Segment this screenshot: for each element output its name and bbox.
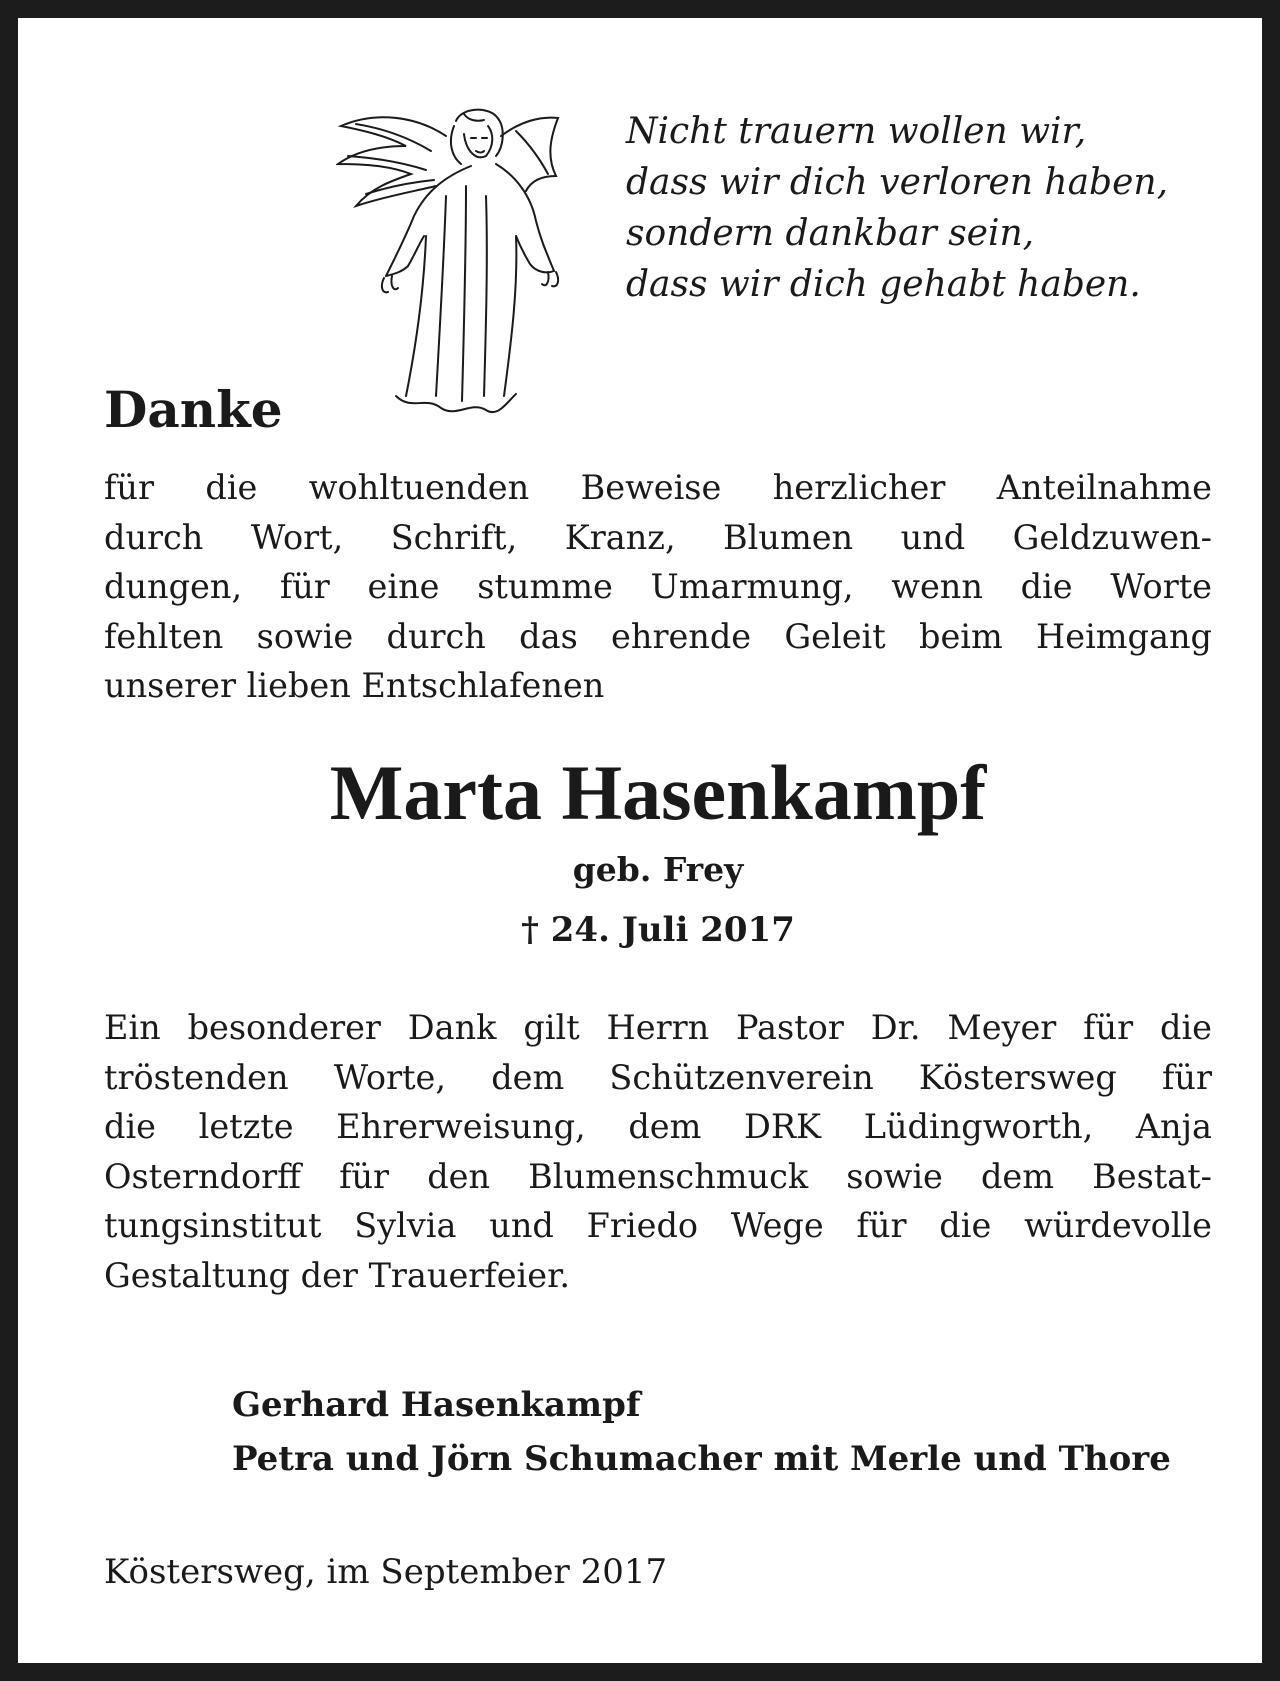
poem-line: dass wir dich verloren haben, (626, 162, 1169, 203)
poem (626, 106, 1168, 310)
maiden-name: geb. Frey (572, 850, 744, 889)
place-date: Köstersweg, im September 2017 (104, 1552, 668, 1592)
paragraph-line: Gestaltung der Trauerfeier. (104, 1255, 571, 1295)
thanks-paragraph (104, 463, 1212, 711)
signer-name: Gerhard Hasenkampf (232, 1385, 641, 1425)
paragraph-line: unserer lieben Entschlafenen (104, 666, 605, 705)
signers (232, 1378, 1171, 1486)
poem-line: Nicht trauern wollen wir, (626, 111, 1087, 152)
paragraph-line: Osterndorff für den Blumenschmuck sowie dem Bestat- (104, 1156, 1212, 1196)
signer-name: Petra und Jörn Schumacher mit Merle und Thore (232, 1439, 1171, 1479)
angel-icon (336, 96, 571, 426)
poem-line: sondern dankbar sein, (626, 213, 1035, 254)
paragraph-line: die letzte Ehrerweisung, dem DRK Lüdingworth, Anja (104, 1107, 1212, 1146)
paragraph-line: für die wohltuenden Beweise herzlicher Anteilnahme (104, 468, 1212, 507)
paragraph-line: dungen, für eine stumme Umarmung, wenn die Worte (104, 567, 1212, 606)
paragraph-line: fehlten sowie durch das ehrende Geleit beim Heimgang (104, 616, 1212, 656)
paragraph-line: durch Wort, Schrift, Kranz, Blumen und Geldzuwen- (104, 517, 1212, 557)
poem-line: dass wir dich gehabt haben. (626, 264, 1141, 305)
paragraph-line: tungsinstitut Sylvia und Friedo Wege für die würdevolle (104, 1206, 1212, 1245)
special-thanks-paragraph (104, 1003, 1212, 1300)
paragraph-line: Ein besonderer Dank gilt Herrn Pastor Dr. Meyer für die (104, 1008, 1212, 1047)
paragraph-line: tröstenden Worte, dem Schützenverein Köstersweg für (104, 1057, 1212, 1097)
thanks-heading: Danke (104, 380, 283, 439)
death-date: † 24. Juli 2017 (521, 910, 795, 950)
deceased-name: Marta Hasenkampf (329, 749, 987, 836)
